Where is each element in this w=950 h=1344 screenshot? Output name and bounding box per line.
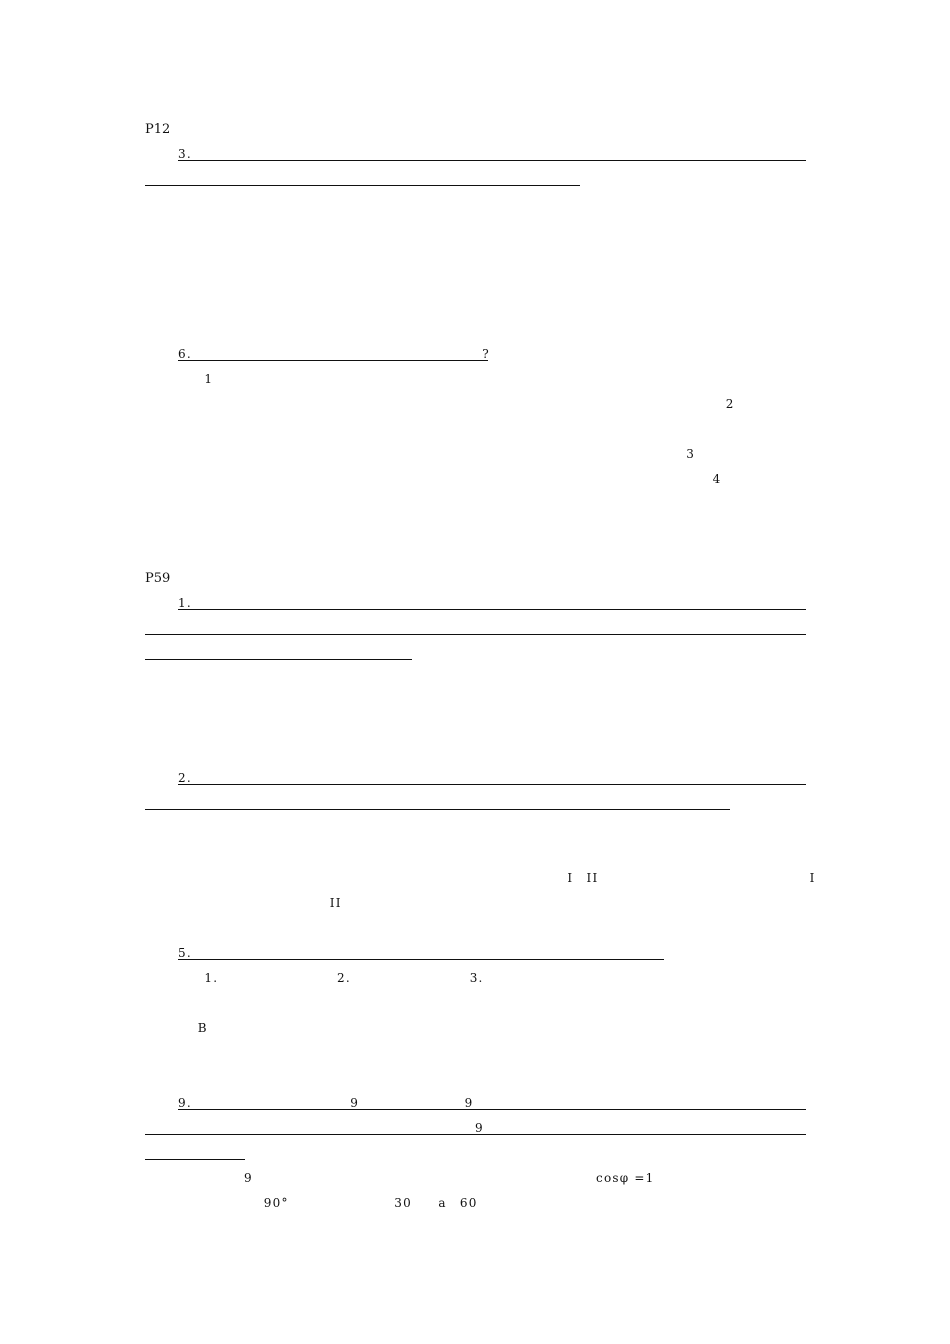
underline-rule: [178, 784, 806, 785]
answer-line: I II I: [145, 871, 816, 885]
question-9-line-2: 9: [145, 1121, 748, 1135]
answer-line: [145, 221, 647, 237]
answer-line: 4: [145, 472, 762, 486]
answer-line: [145, 496, 765, 512]
section-heading-p59: P59: [145, 571, 171, 586]
underline-rule: [178, 360, 488, 361]
answer-line: [145, 695, 594, 711]
underline-rule: [145, 1159, 245, 1160]
answer-line: [178, 995, 680, 1011]
answer-line: [145, 271, 686, 287]
answer-line: II: [145, 896, 527, 910]
underline-rule: [145, 1134, 806, 1135]
answer-line: [145, 296, 594, 312]
answer-line: [145, 845, 620, 861]
answer-line: 1: [178, 372, 636, 386]
question-3-line: 3.: [178, 147, 602, 161]
question-5-line: 5.: [178, 946, 562, 960]
answer-line: [178, 670, 706, 686]
underline-rule: [178, 1109, 806, 1110]
answer-line: 2: [145, 397, 775, 411]
answer-line: [145, 521, 581, 537]
underline-rule: [178, 609, 806, 610]
question-9-line: 9. 9 9: [178, 1096, 725, 1110]
answer-line: [178, 196, 680, 212]
answer-line: 1. 2. 3.: [178, 971, 576, 985]
answer-line: 9 cosφ =1: [178, 1171, 787, 1185]
answer-line: [145, 720, 515, 736]
question-1-line: 1.: [178, 596, 800, 610]
answer-line: [145, 1045, 264, 1061]
underline-rule: [145, 659, 412, 660]
answer-line: B: [145, 1021, 604, 1035]
answer-line: 3: [145, 447, 762, 461]
question-6-line: 6. ?: [178, 347, 490, 361]
answer-line: 90° 30 a 60: [145, 1196, 689, 1210]
section-heading-p12: P12: [145, 122, 171, 137]
underline-rule: [145, 809, 730, 810]
answer-line: [145, 421, 647, 437]
answer-line: [145, 246, 647, 262]
underline-rule: [178, 160, 806, 161]
underline-rule: [178, 959, 664, 960]
question-2-line: 2.: [178, 771, 628, 785]
underline-rule: [145, 634, 806, 635]
underline-rule: [145, 185, 580, 186]
answer-line: [178, 820, 640, 836]
